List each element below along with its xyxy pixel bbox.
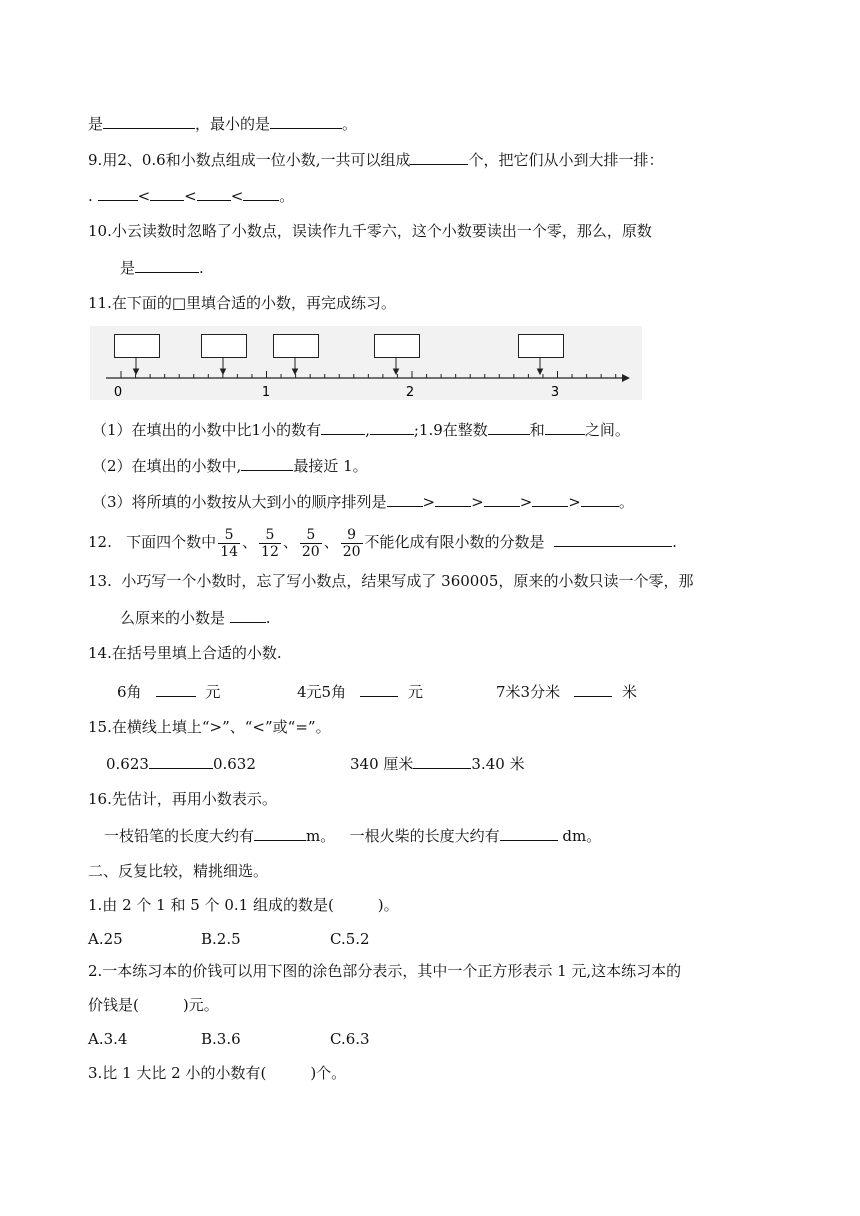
answer-blank[interactable] (387, 490, 423, 507)
answer-blank[interactable] (435, 490, 471, 507)
question-14-item-1: 6角 元 (117, 680, 220, 703)
tick-label-3: 3 (550, 385, 560, 400)
tick-label-1: 1 (261, 385, 271, 400)
fraction: $\frac{9}{20}$ (342, 526, 361, 560)
choice-question-1-option-b[interactable]: B.2.5 (201, 930, 241, 948)
number-line-input-box[interactable] (273, 334, 319, 358)
answer-blank[interactable] (103, 112, 195, 129)
pointer-arrowhead (221, 369, 226, 374)
question-11-sub1: （1）在填出的小数中比1小的数有 , ;1.9在整数 和 之间。 (92, 418, 630, 441)
choice-question-2-option-a[interactable]: A.3.4 (88, 1030, 128, 1048)
question-16-row: 一枝铅笔的长度大约有 m。 一根火柴的长度大约有 dm。 (104, 824, 601, 847)
question-14: 14.在括号里填上合适的小数. (88, 644, 282, 662)
answer-blank[interactable] (156, 680, 196, 697)
answer-blank[interactable] (370, 418, 414, 435)
choice-question-2-line2: 价钱是( )元。 (88, 996, 219, 1014)
choice-question-2-option-c[interactable]: C.6.3 (330, 1030, 370, 1048)
question-15: 15.在横线上填上“>”、“<”或“=”。 (88, 718, 331, 736)
pointer-arrowhead (538, 369, 543, 374)
answer-blank[interactable] (532, 490, 568, 507)
answer-blank[interactable] (230, 606, 266, 623)
fraction: $\frac{5}{20}$ (301, 526, 320, 560)
number-line-input-box[interactable] (201, 334, 247, 358)
tick-label-2: 2 (405, 385, 415, 400)
choice-question-2: 2.一本练习本的价钱可以用下图的涂色部分表示，其中一个正方形表示 1 元,这本练习本的 (88, 962, 682, 980)
question-11-sub3: （3）将所填的小数按从大到小的顺序排列是 > > > > 。 (92, 490, 634, 513)
number-line-input-box[interactable] (518, 334, 564, 358)
answer-blank[interactable] (545, 418, 585, 435)
pointer-arrowhead (293, 369, 298, 374)
question-13: 13. 小巧写一个小数时，忘了写小数点，结果写成了 360005，原来的小数只读一个零，那 (88, 572, 694, 590)
question-14-item-3: 7米3分米 米 (496, 680, 637, 703)
question-14-item-2: 4元5角 元 (297, 680, 423, 703)
answer-blank[interactable] (500, 824, 558, 841)
answer-line-largest-smallest: 是 ，最小的是 。 (88, 112, 357, 135)
answer-blank[interactable] (484, 490, 520, 507)
choice-question-1-option-c[interactable]: C.5.2 (330, 930, 370, 948)
question-11: 11.在下面的□里填合适的小数，再完成练习。 (88, 294, 397, 312)
question-10: 10.小云读数时忽略了小数点，误读作九千零六，这个小数要读出一个零，那么，原数 (88, 222, 652, 240)
fraction: $\frac{5}{14}$ (220, 526, 239, 560)
question-9-order-row: . < < < 。 (88, 184, 294, 207)
answer-blank[interactable] (581, 490, 619, 507)
pointer-arrowhead (394, 369, 399, 374)
number-line-input-box[interactable] (114, 334, 160, 358)
answer-blank[interactable] (413, 752, 471, 769)
question-12: 12. 下面四个数中 $\frac{5}{14}$ 、 $\frac{5}{12}$ 、 $\frac{5}{20}$ 、 $\frac{9}{20}$ 不能化成有限小数的分数是 . (88, 526, 677, 560)
answer-blank[interactable] (270, 112, 342, 129)
choice-question-3: 3.比 1 大比 2 小的小数有( )个。 (88, 1064, 347, 1082)
answer-blank[interactable] (254, 824, 306, 841)
answer-blank[interactable] (574, 680, 612, 697)
answer-blank[interactable] (321, 418, 365, 435)
question-11-sub2: （2）在填出的小数中, 最接近 1。 (92, 454, 368, 477)
question-13-line2: 么原来的小数是 . (120, 606, 271, 629)
pointer-arrowhead (134, 369, 139, 374)
choice-question-2-option-b[interactable]: B.3.6 (201, 1030, 241, 1048)
question-16: 16.先估计，再用小数表示。 (88, 790, 277, 808)
fraction: $\frac{5}{12}$ (261, 526, 279, 560)
answer-blank[interactable] (197, 184, 231, 201)
answer-blank[interactable] (488, 418, 530, 435)
answer-blank[interactable] (135, 256, 199, 273)
answer-blank[interactable] (241, 454, 293, 471)
question-10-line2: 是 . (120, 256, 204, 279)
choice-question-1-option-a[interactable]: A.25 (88, 930, 123, 948)
question-15-compare-1: 0.623 0.632 (106, 752, 256, 775)
choice-question-1: 1.由 2 个 1 和 5 个 0.1 组成的数是( )。 (88, 896, 399, 914)
section-2-title: 二、反复比较，精挑细选。 (88, 862, 269, 880)
answer-blank[interactable] (243, 184, 279, 201)
answer-blank[interactable] (410, 148, 468, 165)
question-15-compare-2: 340 厘米 3.40 米 (350, 752, 525, 775)
question-9: 9.用2、0.6和小数点组成一位小数,一共可以组成 个，把它们从小到大排一排： (88, 148, 664, 171)
answer-blank[interactable] (360, 680, 398, 697)
number-line-input-box[interactable] (374, 334, 420, 358)
answer-blank[interactable] (554, 530, 672, 547)
tick-label-0: 0 (113, 385, 123, 400)
answer-blank[interactable] (150, 184, 184, 201)
answer-blank[interactable] (149, 752, 213, 769)
answer-blank[interactable] (98, 184, 138, 201)
